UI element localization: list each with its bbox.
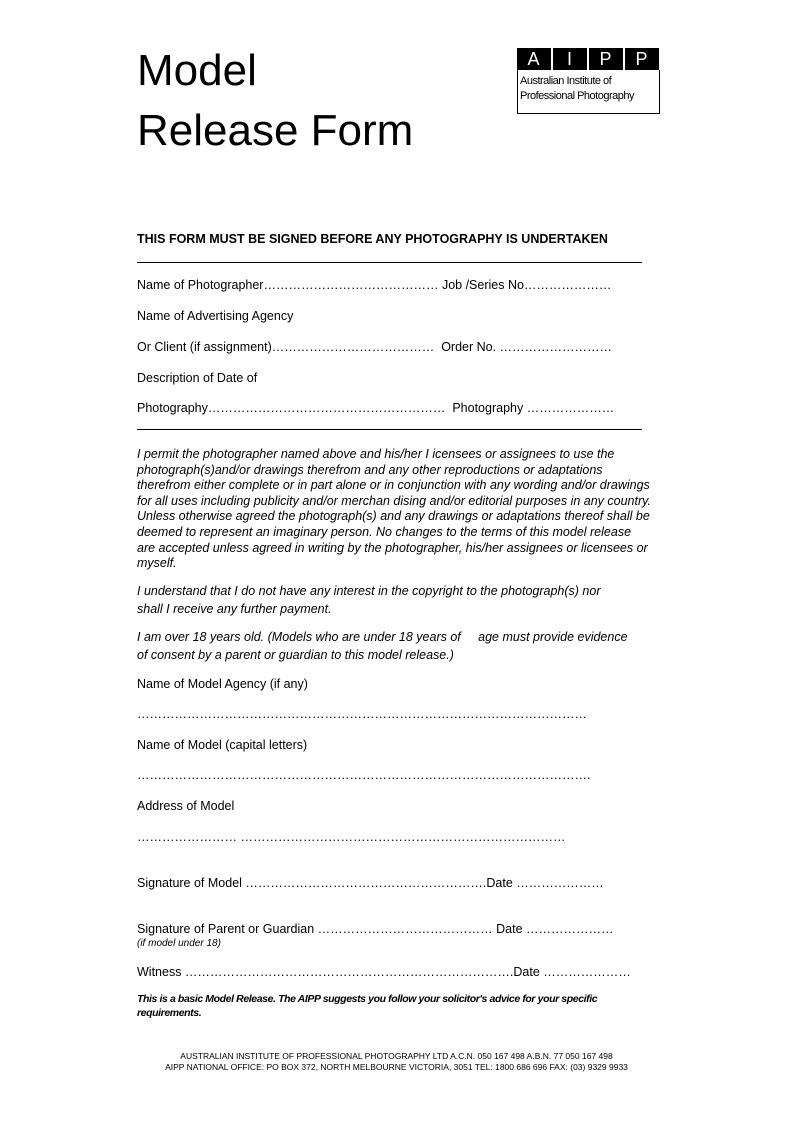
permission-paragraph: I permit the photographer named above and his/her I icensees or assignees to use the photograph(s)and/or drawings therefrom and any other reproductions or adaptations therefrom either complete or in part alone or in conjunction with any wording and/or drawings for all uses including publicity and/or merchan dising and/or editorial purposes in any country. Unless otherwise agreed the photograph(s) and any drawings or adaptations thereof shall be deemed to represent an imaginary person. No changes to the terms of this model release are accepted unless agreed in writing by the photographer, his/her assignees or licensees or myself. bbox=[137, 447, 651, 571]
logo-line-2: Professional Photography bbox=[520, 90, 634, 102]
aipp-logo bbox=[517, 48, 660, 116]
copyright-line-1: I understand that I do not have any interest in the copyright to the photograph(s) nor bbox=[137, 584, 601, 598]
title-line-1: Model bbox=[137, 46, 257, 95]
model-agency-label: Name of Model Agency (if any) bbox=[137, 677, 308, 691]
title-line-2: Release Form bbox=[137, 106, 414, 155]
witness-field[interactable]: Witness …………………………………………………………………….Date ………………… bbox=[137, 965, 631, 979]
photographer-field[interactable]: Name of Photographer…………………………………… Job /Series No………………… bbox=[137, 278, 612, 292]
model-agency-field[interactable]: ……………………………………………………………………………………………… bbox=[137, 707, 587, 721]
logo-letter-p2: P bbox=[625, 48, 659, 70]
legal-note: This is a basic Model Release. The AIPP suggests you follow your solicitor's advice for your specific requirements. bbox=[137, 993, 598, 1019]
logo-text-box bbox=[517, 70, 660, 114]
guardian-signature-field[interactable]: Signature of Parent or Guardian …………………………………… Date ………………… bbox=[137, 922, 614, 936]
model-name-field[interactable]: ………………………………………………………………………………………………. bbox=[137, 768, 591, 782]
logo-letter-p1: P bbox=[589, 48, 623, 70]
footer-line-2: AIPP NATIONAL OFFICE: PO BOX 372, NORTH MELBOURNE VICTORIA, 3051 TEL: 1800 686 696 FAX: (03) 9329 9933 bbox=[165, 1062, 628, 1072]
model-address-field[interactable]: …………………… …………………………………………………………………… bbox=[137, 830, 566, 844]
guardian-note: (if model under 18) bbox=[137, 938, 221, 949]
footer-line-1: AUSTRALIAN INSTITUTE OF PROFESSIONAL PHOTOGRAPHY LTD A.C.N. 050 167 498 A.B.N. 77 050 167 498 bbox=[180, 1051, 613, 1061]
age-line-1: I am over 18 years old. (Models who are under 18 years of age must provide evidence bbox=[137, 630, 628, 644]
description-field[interactable]: Description of Date of bbox=[137, 371, 258, 385]
logo-letter-a: A bbox=[517, 48, 551, 70]
notice-heading: THIS FORM MUST BE SIGNED BEFORE ANY PHOTOGRAPHY IS UNDERTAKEN bbox=[137, 232, 608, 246]
client-field[interactable]: Or Client (if assignment)………………………………… Order No. ……………………… bbox=[137, 340, 613, 354]
copyright-line-2: shall I receive any further payment. bbox=[137, 602, 332, 616]
logo-letter-i: I bbox=[553, 48, 587, 70]
model-signature-field[interactable]: Signature of Model ………………………………………………….Date ………………… bbox=[137, 876, 604, 890]
age-line-2: of consent by a parent or guardian to this model release.) bbox=[137, 648, 454, 662]
logo-letters bbox=[517, 48, 660, 70]
logo-line-1: Australian Institute of bbox=[520, 75, 612, 87]
divider-2-dashed bbox=[137, 429, 262, 430]
model-address-label: Address of Model bbox=[137, 799, 235, 813]
advertising-agency-field[interactable]: Name of Advertising Agency bbox=[137, 309, 294, 323]
photography-field[interactable]: Photography………………………………………………… Photography ………………… bbox=[137, 401, 615, 415]
divider-1-dashed bbox=[137, 262, 262, 263]
model-name-label: Name of Model (capital letters) bbox=[137, 738, 308, 752]
